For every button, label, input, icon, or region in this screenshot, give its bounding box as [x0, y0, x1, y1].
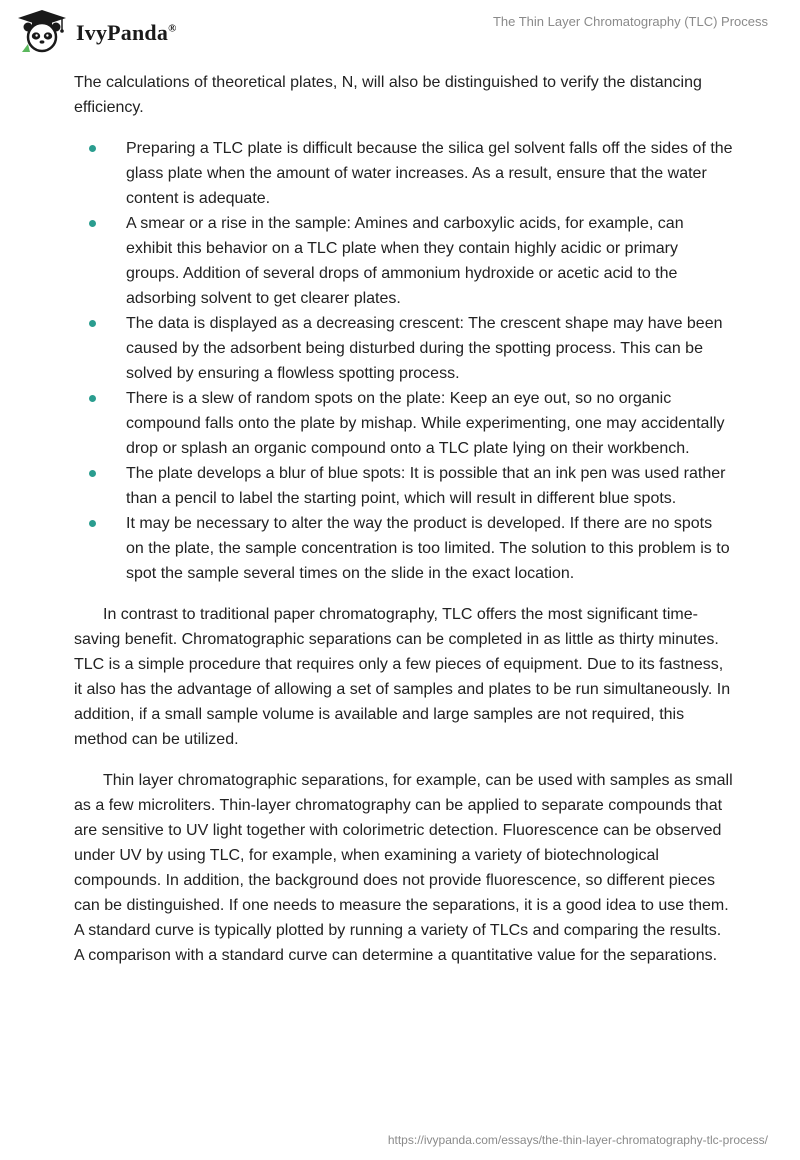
list-item: [126, 311, 734, 386]
bullet-dot-icon: [89, 395, 96, 402]
list-item: [126, 136, 734, 211]
ivypanda-logo[interactable]: [14, 8, 204, 56]
list-item-text: The plate develops a blur of blue spots: It is possible that an ink pen was used rather than a pencil to label the starting point, which will result in different blue spots.: [126, 465, 726, 507]
document-title: The Thin Layer Chromatography (TLC) Process: [492, 14, 768, 29]
paragraph-separations: Thin layer chromatographic separations, for example, can be used with samples as small as a few microliters. Thin-layer chromatography can be applied to separate compounds that are sensitive to UV light together with colorimetric detection. Fluorescence can be observed under UV by using TLC, for example, when examining a variety of biotechnological compounds. In addition, the background does not provide fluorescence, so different pieces can be distinguished. If one needs to measure the separations, it is a good idea to use them. A standard curve is typically plotted by running a variety of TLCs and comparing the results. A comparison with a standard curve can determine a quantitative value for the separations.: [74, 772, 733, 964]
intro-paragraph: The calculations of theoretical plates, N, will also be distinguished to verify the distancing efficiency.: [74, 74, 702, 116]
list-item-text: The data is displayed as a decreasing crescent: The crescent shape may have been caused by the adsorbent being disturbed during the spotting process. This can be solved by ensuring a flowless spotting process.: [126, 315, 723, 382]
list-item-text: Preparing a TLC plate is difficult because the silica gel solvent falls off the sides of the glass plate when the amount of water increases. As a result, ensure that the water content is adequate.: [126, 140, 733, 207]
source-url[interactable]: https://ivypanda.com/essays/the-thin-layer-chromatography-tlc-process/: [387, 1133, 768, 1147]
bullet-dot-icon: [89, 145, 96, 152]
list-item: [126, 461, 734, 511]
list-item: [126, 211, 734, 311]
list-item: [126, 386, 734, 461]
bullet-dot-icon: [89, 520, 96, 527]
list-item-text: There is a slew of random spots on the plate: Keep an eye out, so no organic compound falls onto the plate by mishap. While experimenting, one may accidentally drop or splash an organic compound onto a TLC plate lying on their workbench.: [126, 390, 725, 457]
panda-logo-icon: [14, 8, 70, 54]
brand-text: IvyPanda: [76, 20, 169, 45]
page-header: [0, 0, 800, 64]
bullet-dot-icon: [89, 470, 96, 477]
registered-mark: ®: [168, 22, 177, 35]
paragraph-time-saving: In contrast to traditional paper chromatography, TLC offers the most significant time-saving benefit. Chromatographic separations can be completed in as little as thirty minutes. TLC is a simple procedure that requires only a few pieces of equipment. Due to its fastness, it also has the advantage of allowing a set of samples and plates to be run simultaneously. In addition, if a small sample volume is available and large samples are not required, this method can be utilized.: [74, 606, 731, 748]
brand-name: [76, 20, 177, 46]
list-item-text: It may be necessary to alter the way the product is developed. If there are no spots on the plate, the sample concentration is too limited. The solution to this problem is to spot the sample several times on the slide in the exact location.: [126, 515, 730, 582]
bullet-dot-icon: [89, 320, 96, 327]
bullet-dot-icon: [89, 220, 96, 227]
article-body: [74, 70, 734, 984]
list-item-text: A smear or a rise in the sample: Amines and carboxylic acids, for example, can exhibit this behavior on a TLC plate when they contain highly acidic or primary groups. Addition of several drops of ammonium hydroxide or acetic acid to the adsorbing solvent to get clearer plates.: [126, 215, 684, 307]
troubleshooting-list: [74, 136, 734, 586]
list-item: [126, 511, 734, 586]
